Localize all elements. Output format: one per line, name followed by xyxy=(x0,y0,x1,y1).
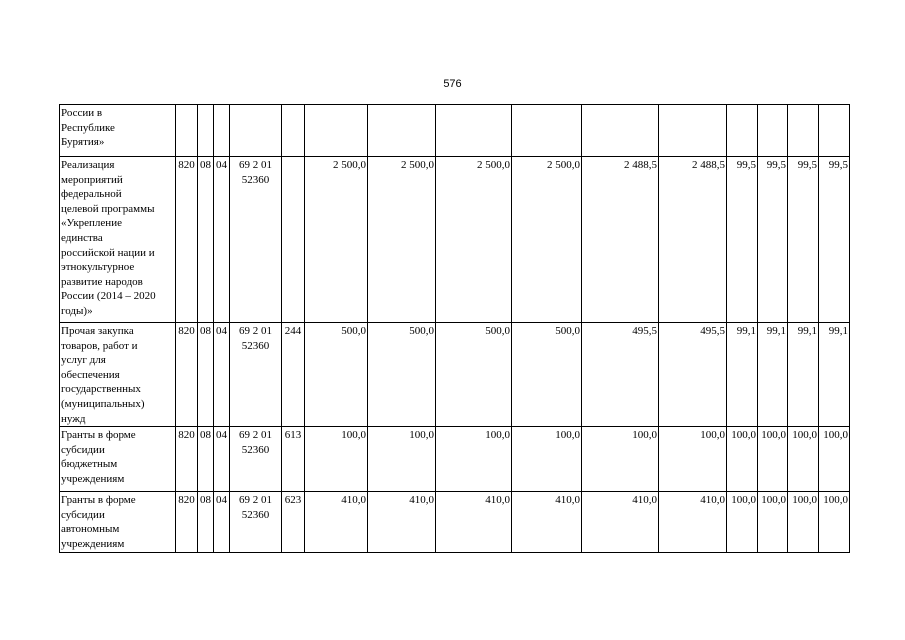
item-name-line: услуг для xyxy=(61,354,106,367)
item-name-line: учреждениям xyxy=(61,472,125,485)
cell-value-5 xyxy=(582,105,659,157)
target-code-line: 52360 xyxy=(241,443,270,456)
cell-value-3: 410,0 xyxy=(436,492,512,552)
cell-percent-3: 99,5 xyxy=(788,157,819,323)
cell-value-4: 2 500,0 xyxy=(512,157,582,323)
cell-item-name xyxy=(60,427,176,492)
cell-section-code: 08 xyxy=(198,323,214,427)
cell-value-5: 100,0 xyxy=(582,427,659,492)
cell-target-code xyxy=(230,323,282,427)
item-name-line: «Укрепление xyxy=(61,217,122,230)
cell-admin-code: 820 xyxy=(176,427,198,492)
item-name-line: Бурятия» xyxy=(61,136,105,149)
cell-value-1 xyxy=(305,105,368,157)
cell-percent-1: 99,5 xyxy=(727,157,758,323)
cell-target-code xyxy=(230,427,282,492)
cell-value-6: 100,0 xyxy=(659,427,727,492)
table-row xyxy=(60,157,850,323)
cell-expense-type xyxy=(282,105,305,157)
cell-value-6: 2 488,5 xyxy=(659,157,727,323)
table-row xyxy=(60,492,850,552)
cell-admin-code: 820 xyxy=(176,157,198,323)
item-name-line: бюджетным xyxy=(61,458,118,471)
cell-item-name xyxy=(60,492,176,552)
cell-target-code xyxy=(230,105,282,157)
item-name-line: субсидии xyxy=(61,508,105,521)
target-code-line: 69 2 01 xyxy=(239,494,272,507)
cell-value-4: 410,0 xyxy=(512,492,582,552)
cell-item-name xyxy=(60,157,176,323)
cell-value-5: 410,0 xyxy=(582,492,659,552)
target-code-line: 69 2 01 xyxy=(239,429,272,442)
item-name-line: (муниципальных) xyxy=(61,397,145,410)
cell-value-4: 500,0 xyxy=(512,323,582,427)
cell-admin-code: 820 xyxy=(176,323,198,427)
cell-subsection-code: 04 xyxy=(214,427,230,492)
cell-percent-2: 99,1 xyxy=(758,323,788,427)
item-name-line: товаров, работ и xyxy=(61,339,138,352)
cell-percent-1: 100,0 xyxy=(727,427,758,492)
cell-item-name xyxy=(60,105,176,157)
cell-percent-1 xyxy=(727,105,758,157)
cell-value-2 xyxy=(368,105,436,157)
cell-percent-4: 99,1 xyxy=(819,323,850,427)
cell-target-code xyxy=(230,157,282,323)
item-name-line: годы)» xyxy=(61,304,93,317)
item-name-line: развитие народов xyxy=(61,275,143,288)
cell-section-code: 08 xyxy=(198,157,214,323)
cell-expense-type: 623 xyxy=(282,492,305,552)
table-row xyxy=(60,323,850,427)
cell-subsection-code xyxy=(214,105,230,157)
item-name-line: автономным xyxy=(61,523,120,536)
cell-section-code xyxy=(198,105,214,157)
cell-percent-1: 99,1 xyxy=(727,323,758,427)
item-name-line: России (2014 – 2020 xyxy=(61,290,156,303)
cell-target-code xyxy=(230,492,282,552)
table-row xyxy=(60,427,850,492)
cell-percent-2: 99,5 xyxy=(758,157,788,323)
target-code-line: 52360 xyxy=(241,508,270,521)
cell-percent-2: 100,0 xyxy=(758,492,788,552)
cell-subsection-code: 04 xyxy=(214,323,230,427)
cell-percent-4: 99,5 xyxy=(819,157,850,323)
item-name-line: этнокультурное xyxy=(61,261,135,274)
item-name-line: нужд xyxy=(61,412,86,425)
cell-value-2: 2 500,0 xyxy=(368,157,436,323)
target-code-line: 69 2 01 xyxy=(239,325,272,337)
item-name-line: единства xyxy=(61,231,103,244)
cell-value-4: 100,0 xyxy=(512,427,582,492)
cell-value-3 xyxy=(436,105,512,157)
target-code-line: 69 2 01 xyxy=(239,159,272,171)
cell-value-5: 2 488,5 xyxy=(582,157,659,323)
cell-admin-code xyxy=(176,105,198,157)
cell-percent-4 xyxy=(819,105,850,157)
item-name-line: учреждениям xyxy=(61,537,125,550)
table-row xyxy=(60,105,850,157)
cell-expense-type xyxy=(282,157,305,323)
item-name-line: Гранты в форме xyxy=(61,494,136,507)
cell-value-2: 500,0 xyxy=(368,323,436,427)
cell-value-1: 500,0 xyxy=(305,323,368,427)
item-name-line: Республике xyxy=(61,121,115,134)
cell-value-6: 495,5 xyxy=(659,323,727,427)
cell-value-4 xyxy=(512,105,582,157)
cell-value-3: 500,0 xyxy=(436,323,512,427)
cell-expense-type: 244 xyxy=(282,323,305,427)
item-name-line: мероприятий xyxy=(61,173,123,186)
item-name-line: Гранты в форме xyxy=(61,429,136,442)
cell-subsection-code: 04 xyxy=(214,492,230,552)
budget-table xyxy=(59,104,850,553)
cell-value-2: 410,0 xyxy=(368,492,436,552)
cell-percent-3: 100,0 xyxy=(788,427,819,492)
cell-percent-1: 100,0 xyxy=(727,492,758,552)
cell-value-6: 410,0 xyxy=(659,492,727,552)
cell-value-1: 2 500,0 xyxy=(305,157,368,323)
item-name-line: обеспечения xyxy=(61,368,120,381)
target-code-line: 52360 xyxy=(241,173,270,186)
item-name-line: субсидии xyxy=(61,443,105,456)
cell-value-1: 410,0 xyxy=(305,492,368,552)
cell-value-6 xyxy=(659,105,727,157)
item-name-line: целевой программы xyxy=(61,202,155,215)
page-number: 576 xyxy=(443,78,462,90)
cell-value-1: 100,0 xyxy=(305,427,368,492)
cell-value-2: 100,0 xyxy=(368,427,436,492)
cell-section-code: 08 xyxy=(198,427,214,492)
cell-percent-4: 100,0 xyxy=(819,427,850,492)
cell-percent-3 xyxy=(788,105,819,157)
cell-admin-code: 820 xyxy=(176,492,198,552)
item-name-line: федеральной xyxy=(61,188,122,201)
cell-subsection-code: 04 xyxy=(214,157,230,323)
cell-value-3: 100,0 xyxy=(436,427,512,492)
cell-value-5: 495,5 xyxy=(582,323,659,427)
cell-percent-3: 100,0 xyxy=(788,492,819,552)
target-code-line: 52360 xyxy=(241,339,270,352)
item-name-line: российской нации и xyxy=(61,246,155,259)
cell-section-code: 08 xyxy=(198,492,214,552)
cell-percent-2: 100,0 xyxy=(758,427,788,492)
item-name-line: России в xyxy=(61,107,103,119)
item-name-line: Реализация xyxy=(61,159,115,171)
item-name-line: Прочая закупка xyxy=(61,325,134,337)
cell-percent-3: 99,1 xyxy=(788,323,819,427)
cell-expense-type: 613 xyxy=(282,427,305,492)
cell-percent-2 xyxy=(758,105,788,157)
item-name-line: государственных xyxy=(61,383,141,396)
cell-percent-4: 100,0 xyxy=(819,492,850,552)
cell-value-3: 2 500,0 xyxy=(436,157,512,323)
cell-item-name xyxy=(60,323,176,427)
